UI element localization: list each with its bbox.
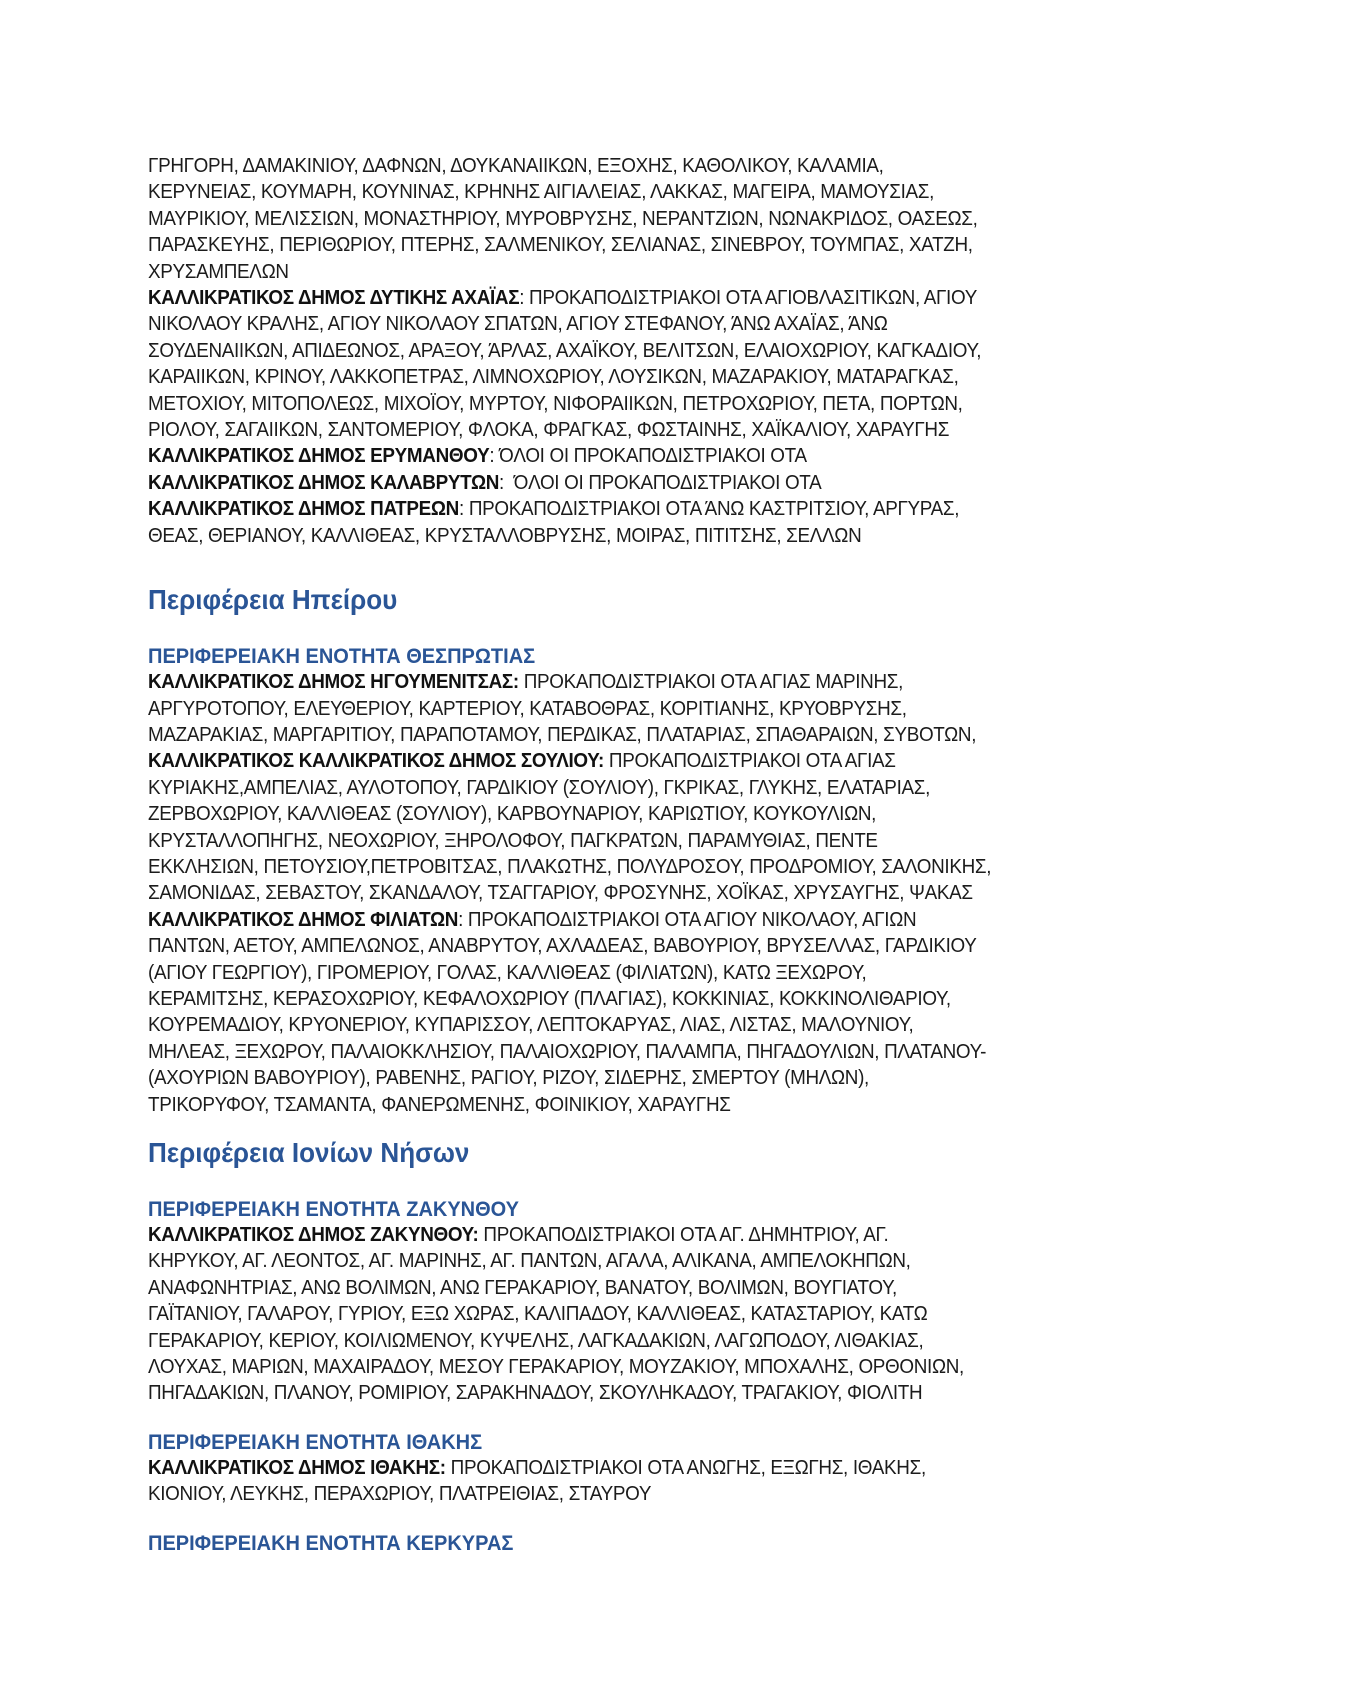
text-line: ΣΟΥΔΕΝΑΙΙΚΩΝ, ΑΠΙΔΕΩΝΟΣ, ΑΡΑΞΟΥ, ΆΡΛΑΣ, ΑΧΑΪΚΟΥ, ΒΕΛΙΤΣΩΝ, ΕΛΑΙΟΧΩΡΙΟΥ, ΚΑΓΚΑΔΙΟΥ, bbox=[148, 339, 982, 362]
text-line: ΘΕΑΣ, ΘΕΡΙΑΝΟΥ, ΚΑΛΛΙΘΕΑΣ, ΚΡΥΣΤΑΛΛΟΒΡΥΣΗΣ, ΜΟΙΡΑΣ, ΠΙΤΙΤΣΗΣ, ΣΕΛΛΩΝ bbox=[148, 524, 862, 547]
text-line: ΚΙΟΝΙΟΥ, ΛΕΥΚΗΣ, ΠΕΡΑΧΩΡΙΟΥ, ΠΛΑΤΡΕΙΘΙΑΣ, ΣΤΑΥΡΟΥ bbox=[148, 1483, 652, 1506]
municipality-text: ΠΡΟΚΑΠΟΔΙΣΤΡΙΑΚΟΙ ΟΤΑ ΑΓΙΑΣ bbox=[604, 750, 896, 773]
municipality-text: : ΠΡΟΚΑΠΟΔΙΣΤΡΙΑΚΟΙ ΟΤΑ ΑΓΙΟΒΛΑΣΙΤΙΚΩΝ, ΑΓΙΟΥ bbox=[519, 287, 977, 310]
text-line: ΓΕΡΑΚΑΡΙΟΥ, ΚΕΡΙΟΥ, ΚΟΙΛΙΩΜΕΝΟΥ, ΚΥΨΕΛΗΣ, ΛΑΓΚΑΔΑΚΙΩΝ, ΛΑΓΩΠΟΔΟΥ, ΛΙΘΑΚΙΑΣ, bbox=[148, 1329, 924, 1352]
municipality-entry bbox=[148, 470, 1238, 496]
text-line: ΠΑΝΤΩΝ, ΑΕΤΟΥ, ΑΜΠΕΛΩΝΟΣ, ΑΝΑΒΡΥΤΟΥ, ΑΧΛΑΔΕΑΣ, ΒΑΒΟΥΡΙΟΥ, ΒΡΥΣΕΛΛΑΣ, ΓΑΡΔΙΚΙΟΥ bbox=[148, 935, 977, 958]
text-line: ΚΑΡΑΙΙΚΩΝ, ΚΡΙΝΟΥ, ΛΑΚΚΟΠΕΤΡΑΣ, ΛΙΜΝΟΧΩΡΙΟΥ, ΛΟΥΣΙΚΩΝ, ΜΑΖΑΡΑΚΙΟΥ, ΜΑΤΑΡΑΓΚΑΣ, bbox=[148, 366, 959, 389]
text-line: ΚΕΡΥΝΕΙΑΣ, ΚΟΥΜΑΡΗ, ΚΟΥΝΙΝΑΣ, ΚΡΗΝΗΣ ΑΙΓΙΑΛΕΙΑΣ, ΛΑΚΚΑΣ, ΜΑΓΕΙΡΑ, ΜΑΜΟΥΣΙΑΣ, bbox=[148, 181, 935, 204]
text-line: ΖΕΡΒΟΧΩΡΙΟΥ, ΚΑΛΛΙΘΕΑΣ (ΣΟΥΛΙΟΥ), ΚΑΡΒΟΥΝΑΡΙΟΥ, ΚΑΡΙΩΤΙΟΥ, ΚΟΥΚΟΥΛΙΩΝ, bbox=[148, 803, 877, 826]
text-line: ΜΑΥΡΙΚΙΟΥ, ΜΕΛΙΣΣΙΩΝ, ΜΟΝΑΣΤΗΡΙΟΥ, ΜΥΡΟΒΡΥΣΗΣ, ΝΕΡΑΝΤΖΙΩΝ, ΝΩΝΑΚΡΙΔΟΣ, ΟΑΣΕΩΣ, bbox=[148, 207, 978, 230]
text-line: (ΑΓΙΟΥ ΓΕΩΡΓΙΟΥ), ΓΙΡΟΜΕΡΙΟΥ, ΓΟΛΑΣ, ΚΑΛΛΙΘΕΑΣ (ΦΙΛΙΑΤΩΝ), ΚΑΤΩ ΞΕΧΩΡΟΥ, bbox=[148, 961, 867, 984]
municipality-name: ΚΑΛΛΙΚΡΑΤΙΚΟΣ ΔΗΜΟΣ ΙΘΑΚΗΣ: bbox=[148, 1456, 446, 1479]
unit-heading-zakynthos: ΠΕΡΙΦΕΡΕΙΑΚΗ ΕΝΟΤΗΤΑ ΖΑΚΥΝΘΟΥ bbox=[148, 1197, 519, 1221]
region-heading-ionian: Περιφέρεια Ιονίων Νήσων bbox=[148, 1137, 470, 1168]
text-line: (ΑΧΟΥΡΙΩΝ ΒΑΒΟΥΡΙΟΥ), ΡΑΒΕΝΗΣ, ΡΑΓΙΟΥ, ΡΙΖΟΥ, ΣΙΔΕΡΗΣ, ΣΜΕΡΤΟΥ (ΜΗΛΩΝ), bbox=[148, 1067, 869, 1090]
continued-paragraph bbox=[148, 153, 1238, 285]
text-line: ΑΡΓΥΡΟΤΟΠΟΥ, ΕΛΕΥΘΕΡΙΟΥ, ΚΑΡΤΕΡΙΟΥ, ΚΑΤΑΒΟΘΡΑΣ, ΚΟΡΙΤΙΑΝΗΣ, ΚΡΥΟΒΡΥΣΗΣ, bbox=[148, 697, 907, 720]
text-line: ΚΗΡΥΚΟΥ, ΑΓ. ΛΕΟΝΤΟΣ, ΑΓ. ΜΑΡΙΝΗΣ, ΑΓ. ΠΑΝΤΩΝ, ΑΓΑΛΑ, ΑΛΙΚΑΝΑ, ΑΜΠΕΛΟΚΗΠΩΝ, bbox=[148, 1250, 911, 1273]
municipality-name: ΚΑΛΛΙΚΡΑΤΙΚΟΣ ΔΗΜΟΣ ΚΑΛΑΒΡΥΤΩΝ bbox=[148, 471, 500, 494]
text-line: ΤΡΙΚΟΡΥΦΟΥ, ΤΣΑΜΑΝΤΑ, ΦΑΝΕΡΩΜΕΝΗΣ, ΦΟΙΝΙΚΙΟΥ, ΧΑΡΑΥΓΗΣ bbox=[148, 1093, 731, 1116]
text-line: ΛΟΥΧΑΣ, ΜΑΡΙΩΝ, ΜΑΧΑΙΡΑΔΟΥ, ΜΕΣΟΥ ΓΕΡΑΚΑΡΙΟΥ, ΜΟΥΖΑΚΙΟΥ, ΜΠΟΧΑΛΗΣ, ΟΡΘΟΝΙΩΝ, bbox=[148, 1356, 964, 1379]
unit-heading-corfu: ΠΕΡΙΦΕΡΕΙΑΚΗ ΕΝΟΤΗΤΑ ΚΕΡΚΥΡΑΣ bbox=[148, 1530, 514, 1555]
municipality-text: : ΠΡΟΚΑΠΟΔΙΣΤΡΙΑΚΟΙ ΟΤΑ ΆΝΩ ΚΑΣΤΡΙΤΣΙΟΥ, ΑΡΓΥΡΑΣ, bbox=[458, 498, 960, 521]
text-line: ΣΑΜΟΝΙΔΑΣ, ΣΕΒΑΣΤΟΥ, ΣΚΑΝΔΑΛΟΥ, ΤΣΑΓΓΑΡΙΟΥ, ΦΡΟΣΥΝΗΣ, ΧΟΪΚΑΣ, ΧΡΥΣΑΥΓΗΣ, ΨΑΚΑΣ bbox=[148, 882, 973, 905]
region-heading-epirus: Περιφέρεια Ηπείρου bbox=[148, 584, 398, 616]
municipality-name: ΚΑΛΛΙΚΡΑΤΙΚΟΣ ΔΗΜΟΣ ΖΑΚΥΝΘΟΥ: bbox=[148, 1224, 479, 1246]
text-line: ΓΑΪΤΑΝΙΟΥ, ΓΑΛΑΡΟΥ, ΓΥΡΙΟΥ, ΕΞΩ ΧΩΡΑΣ, ΚΑΛΙΠΑΔΟΥ, ΚΑΛΛΙΘΕΑΣ, ΚΑΤΑΣΤΑΡΙΟΥ, ΚΑΤΩ bbox=[148, 1303, 928, 1326]
municipality-entry bbox=[148, 443, 1238, 469]
text-line: ΓΡΗΓΟΡΗ, ΔΑΜΑΚΙΝΙΟΥ, ΔΑΦΝΩΝ, ΔΟΥΚΑΝΑΙΙΚΩΝ, ΕΞΟΧΗΣ, ΚΑΘΟΛΙΚΟΥ, ΚΑΛΑΜΙΑ, bbox=[148, 155, 884, 177]
municipality-text: : ΌΛΟΙ ΟΙ ΠΡΟΚΑΠΟΔΙΣΤΡΙΑΚΟΙ ΟΤΑ bbox=[489, 445, 807, 468]
text-line: ΚΕΡΑΜΙΤΣΗΣ, ΚΕΡΑΣΟΧΩΡΙΟΥ, ΚΕΦΑΛΟΧΩΡΙΟΥ (ΠΛΑΓΙΑΣ), ΚΟΚΚΙΝΙΑΣ, ΚΟΚΚΙΝΟΛΙΘΑΡΙΟΥ, bbox=[148, 987, 951, 1010]
text-line: ΡΙΟΛΟΥ, ΣΑΓΑΙΙΚΩΝ, ΣΑΝΤΟΜΕΡΙΟΥ, ΦΛΟΚΑ, ΦΡΑΓΚΑΣ, ΦΩΣΤΑΙΝΗΣ, ΧΑΪΚΑΛΙΟΥ, ΧΑΡΑΥΓΗΣ bbox=[148, 419, 950, 442]
municipality-name: ΚΑΛΛΙΚΡΑΤΙΚΟΣ ΔΗΜΟΣ ΔΥΤΙΚΗΣ ΑΧΑΪΑΣ bbox=[148, 287, 520, 310]
municipality-name: ΚΑΛΛΙΚΡΑΤΙΚΟΣ ΚΑΛΛΙΚΡΑΤΙΚΟΣ ΔΗΜΟΣ ΣΟΥΛΙΟΥ: bbox=[148, 750, 605, 773]
unit-heading-thesprotia: ΠΕΡΙΦΕΡΕΙΑΚΗ ΕΝΟΤΗΤΑ ΘΕΣΠΡΩΤΙΑΣ bbox=[148, 644, 536, 669]
text-line: ΕΚΚΛΗΣΙΩΝ, ΠΕΤΟΥΣΙΟΥ,ΠΕΤΡΟΒΙΤΣΑΣ, ΠΛΑΚΩΤΗΣ, ΠΟΛΥΔΡΟΣΟΥ, ΠΡΟΔΡΟΜΙΟΥ, ΣΑΛΟΝΙΚΗΣ, bbox=[148, 855, 992, 878]
text-line: ΜΗΛΕΑΣ, ΞΕΧΩΡΟΥ, ΠΑΛΑΙΟΚΚΛΗΣΙΟΥ, ΠΑΛΑΙΟΧΩΡΙΟΥ, ΠΑΛΑΜΠΑ, ΠΗΓΑΔΟΥΛΙΩΝ, ΠΛΑΤΑΝΟΥ- bbox=[148, 1040, 987, 1063]
municipality-entry bbox=[148, 1455, 1238, 1508]
municipality-text: ΠΡΟΚΑΠΟΔΙΣΤΡΙΑΚΟΙ ΟΤΑ ΑΝΩΓΗΣ, ΕΞΩΓΗΣ, ΙΘΑΚΗΣ, bbox=[445, 1456, 926, 1479]
text-line: ΧΡΥΣΑΜΠΕΛΩΝ bbox=[148, 260, 289, 283]
municipality-text: ΠΡΟΚΑΠΟΔΙΣΤΡΙΑΚΟΙ ΟΤΑ ΑΓ. ΔΗΜΗΤΡΙΟΥ, ΑΓ. bbox=[478, 1224, 889, 1246]
text-line: ΜΑΖΑΡΑΚΙΑΣ, ΜΑΡΓΑΡΙΤΙΟΥ, ΠΑΡΑΠΟΤΑΜΟΥ, ΠΕΡΔΙΚΑΣ, ΠΛΑΤΑΡΙΑΣ, ΣΠΑΘΑΡΑΙΩΝ, ΣΥΒΟΤΩΝ, bbox=[148, 723, 977, 746]
municipality-entry bbox=[148, 748, 1238, 906]
municipality-entry bbox=[148, 907, 1238, 1118]
municipality-entry bbox=[148, 669, 1238, 748]
text-line: ΜΕΤΟΧΙΟΥ, ΜΙΤΟΠΟΛΕΩΣ, ΜΙΧΟΪΟΥ, ΜΥΡΤΟΥ, ΝΙΦΟΡΑΙΙΚΩΝ, ΠΕΤΡΟΧΩΡΙΟΥ, ΠΕΤΑ, ΠΟΡΤΩΝ, bbox=[148, 392, 963, 415]
text-line: ΠΗΓΑΔΑΚΙΩΝ, ΠΛΑΝΟΥ, ΡΟΜΙΡΙΟΥ, ΣΑΡΑΚΗΝΑΔΟΥ, ΣΚΟΥΛΗΚΑΔΟΥ, ΤΡΑΓΑΚΙΟΥ, ΦΙΟΛΙΤΗ bbox=[148, 1382, 923, 1405]
text-line: ΚΡΥΣΤΑΛΛΟΠΗΓΗΣ, ΝΕΟΧΩΡΙΟΥ, ΞΗΡΟΛΟΦΟΥ, ΠΑΓΚΡΑΤΩΝ, ΠΑΡΑΜΥΘΙΑΣ, ΠΕΝΤΕ bbox=[148, 829, 878, 852]
municipality-entry bbox=[148, 285, 1238, 443]
municipality-name: ΚΑΛΛΙΚΡΑΤΙΚΟΣ ΔΗΜΟΣ ΦΙΛΙΑΤΩΝ bbox=[148, 908, 459, 931]
text-line: ΑΝΑΦΩΝΗΤΡΙΑΣ, ΑΝΩ ΒΟΛΙΜΩΝ, ΑΝΩ ΓΕΡΑΚΑΡΙΟΥ, ΒΑΝΑΤΟΥ, ΒΟΛΙΜΩΝ, ΒΟΥΓΙΑΤΟΥ, bbox=[148, 1276, 897, 1299]
municipality-entry bbox=[148, 496, 1238, 549]
text-line: ΚΟΥΡΕΜΑΔΙΟΥ, ΚΡΥΟΝΕΡΙΟΥ, ΚΥΠΑΡΙΣΣΟΥ, ΛΕΠΤΟΚΑΡΥΑΣ, ΛΙΑΣ, ΛΙΣΤΑΣ, ΜΑΛΟΥΝΙΟΥ, bbox=[148, 1014, 914, 1037]
text-line: ΠΑΡΑΣΚΕΥΗΣ, ΠΕΡΙΘΩΡΙΟΥ, ΠΤΕΡΗΣ, ΣΑΛΜΕΝΙΚΟΥ, ΣΕΛΙΑΝΑΣ, ΣΙΝΕΒΡΟΥ, ΤΟΥΜΠΑΣ, ΧΑΤΖΗ, bbox=[148, 234, 973, 257]
document-page bbox=[148, 153, 1238, 1556]
unit-heading-ithaca: ΠΕΡΙΦΕΡΕΙΑΚΗ ΕΝΟΤΗΤΑ ΙΘΑΚΗΣ bbox=[148, 1429, 483, 1454]
municipality-text: : ΌΛΟΙ ΟΙ ΠΡΟΚΑΠΟΔΙΣΤΡΙΑΚΟΙ ΟΤΑ bbox=[499, 471, 822, 494]
municipality-entry bbox=[148, 1222, 1238, 1407]
municipality-text: ΠΡΟΚΑΠΟΔΙΣΤΡΙΑΚΟΙ ΟΤΑ ΑΓΙΑΣ ΜΑΡΙΝΗΣ, bbox=[518, 671, 904, 694]
municipality-name: ΚΑΛΛΙΚΡΑΤΙΚΟΣ ΔΗΜΟΣ ΗΓΟΥΜΕΝΙΤΣΑΣ: bbox=[148, 671, 519, 694]
text-line: ΚΥΡΙΑΚΗΣ,ΑΜΠΕΛΙΑΣ, ΑΥΛΟΤΟΠΟΥ, ΓΑΡΔΙΚΙΟΥ (ΣΟΥΛΙΟΥ), ΓΚΡΙΚΑΣ, ΓΛΥΚΗΣ, ΕΛΑΤΑΡΙΑΣ, bbox=[148, 776, 930, 799]
municipality-text: : ΠΡΟΚΑΠΟΔΙΣΤΡΙΑΚΟΙ ΟΤΑ ΑΓΙΟΥ ΝΙΚΟΛΑΟΥ, ΑΓΙΩΝ bbox=[458, 908, 917, 931]
municipality-name: ΚΑΛΛΙΚΡΑΤΙΚΟΣ ΔΗΜΟΣ ΠΑΤΡΕΩΝ bbox=[148, 498, 459, 521]
municipality-name: ΚΑΛΛΙΚΡΑΤΙΚΟΣ ΔΗΜΟΣ ΕΡΥΜΑΝΘΟΥ bbox=[148, 445, 490, 468]
text-line: ΝΙΚΟΛΑΟΥ ΚΡΑΛΗΣ, ΑΓΙΟΥ ΝΙΚΟΛΑΟΥ ΣΠΑΤΩΝ, ΑΓΙΟΥ ΣΤΕΦΑΝΟΥ, ΆΝΩ ΑΧΑΪΑΣ, ΆΝΩ bbox=[148, 313, 888, 336]
